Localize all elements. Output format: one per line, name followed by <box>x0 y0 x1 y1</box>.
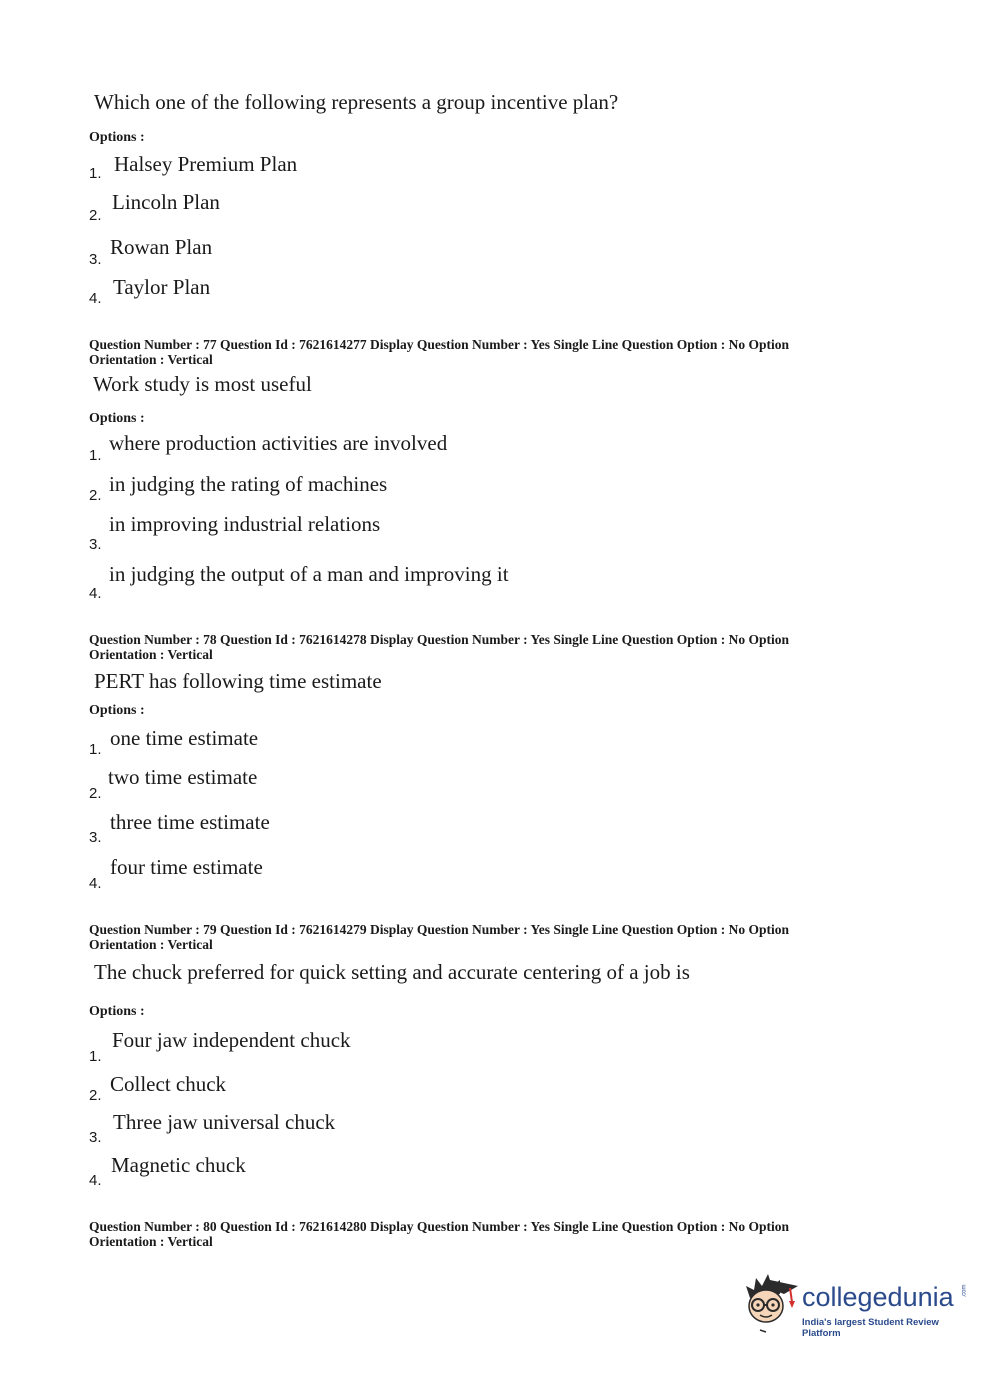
question-text: Which one of the following represents a group incentive plan? <box>94 90 619 114</box>
question-meta: Question Number : 78 Question Id : 7621614278 Display Question Number : Yes Single Line Question Option : No Option Orientation : Vertical <box>89 632 789 662</box>
option-number: 2. <box>89 207 102 224</box>
option-number: 3. <box>89 536 102 553</box>
option-text: Four jaw independent chuck <box>112 1028 351 1052</box>
option-text: Collect chuck <box>110 1072 227 1096</box>
question-text: Work study is most useful <box>93 372 312 396</box>
option-number: 1. <box>89 741 102 758</box>
option-text: in judging the output of a man and improving it <box>109 562 509 586</box>
option-number: 3. <box>89 1129 102 1146</box>
options-label: Options : <box>89 130 145 145</box>
option-number: 4. <box>89 290 102 307</box>
option-text: one time estimate <box>110 726 259 750</box>
question-text: PERT has following time estimate <box>94 669 382 693</box>
option-number: 4. <box>89 585 102 602</box>
option-number: 1. <box>89 1048 102 1065</box>
option-text: Magnetic chuck <box>111 1153 246 1177</box>
mascot-icon <box>740 1268 802 1338</box>
option-text: Lincoln Plan <box>112 190 220 214</box>
option-number: 4. <box>89 1172 102 1189</box>
option-number: 2. <box>89 1087 102 1104</box>
options-label: Options : <box>89 1004 145 1019</box>
option-number: 3. <box>89 251 102 268</box>
option-text: four time estimate <box>110 855 263 879</box>
option-text: Taylor Plan <box>113 275 211 299</box>
logo-domain-suffix: .com <box>961 1284 968 1298</box>
logo-tagline: India's largest Student Review Platform <box>802 1317 939 1339</box>
option-text: Three jaw universal chuck <box>113 1110 336 1134</box>
options-label: Options : <box>89 411 145 426</box>
option-text: two time estimate <box>108 765 258 789</box>
option-number: 2. <box>89 785 102 802</box>
option-number: 1. <box>89 165 102 182</box>
option-number: 4. <box>89 875 102 892</box>
logo-wordmark: collegedunia <box>802 1282 954 1312</box>
option-text: in judging the rating of machines <box>109 472 388 496</box>
option-text: where production activities are involved <box>109 431 448 455</box>
question-text: The chuck preferred for quick setting and accurate centering of a job is <box>94 960 690 984</box>
question-meta: Question Number : 79 Question Id : 7621614279 Display Question Number : Yes Single Line Question Option : No Option Orientation : Vertical <box>89 922 789 952</box>
option-number: 3. <box>89 829 102 846</box>
options-label: Options : <box>89 703 145 718</box>
option-text: Rowan Plan <box>110 235 213 259</box>
collegedunia-logo <box>740 1268 970 1338</box>
question-meta: Question Number : 80 Question Id : 7621614280 Display Question Number : Yes Single Line Question Option : No Option Orientation : Vertical <box>89 1219 789 1249</box>
question-meta: Question Number : 77 Question Id : 7621614277 Display Question Number : Yes Single Line Question Option : No Option Orientation : Vertical <box>89 337 789 367</box>
option-text: in improving industrial relations <box>109 512 381 536</box>
option-text: three time estimate <box>110 810 270 834</box>
option-text: Halsey Premium Plan <box>114 152 298 176</box>
option-number: 1. <box>89 447 102 464</box>
option-number: 2. <box>89 487 102 504</box>
